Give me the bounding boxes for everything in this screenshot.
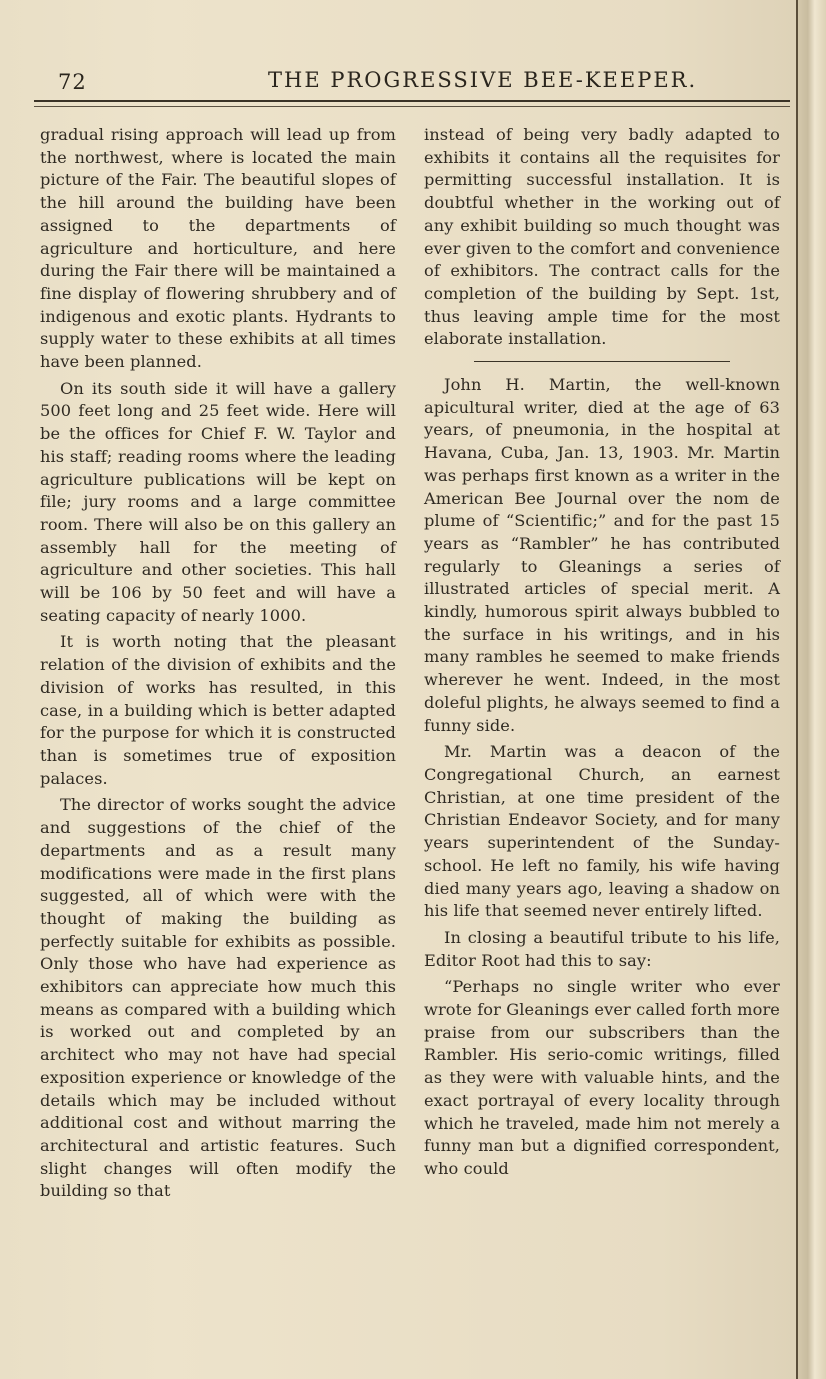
page-header (58, 68, 778, 98)
quote-paragraph: “Perhaps no single writer who ever wrote for Gleanings ever called forth more praise from our subscribers than the Rambler. His serio-comic writings, filled as they were with valuable hints, and the exact portrayal of every locality through which he traveled, made him not merely a funny man but a dignified correspondent, who could (424, 977, 780, 1178)
obituary-paragraph: John H. Martin, the well-known apicultural writer, died at the age of 63 years, of pneumonia, in the hospital at Havana, Cuba, Jan. 13, 1903. Mr. Martin was perhaps first known as a writer in the American Bee Journal over the nom de plume of “Scientific;” and for the past 15 years as “Rambler” he has contributed regularly to Gleanings a series of illustrated articles of special merit. A kindly, humorous spirit always bubbled to the surface in his writings, and in his many rambles he seemed to make friends wherever he went. Indeed, in the most doleful plights, he always seemed to find a funny side. (424, 375, 780, 735)
paragraph: instead of being very badly adapted to exhibits it contains all the requisites for permitting successful installation. It is doubtful whether in the working out of any exhibit building so much thought was ever given to the comfort and convenience of exhibitors. The contract calls for the completion of the building by Sept. 1st, thus leaving ample time for the most elaborate installation. (424, 125, 780, 349)
section-divider (474, 361, 730, 362)
paragraph: In closing a beautiful tribute to his life, Editor Root had this to say: (424, 927, 780, 970)
header-rule (34, 100, 790, 102)
paragraph: Mr. Martin was a deacon of the Congregational Church, an earnest Christian, at one time president of the Christian Endeavor Society, and for many years superintendent of the Sunday-school. He left no family, his wife having died many years ago, leaving a shadow on his life that seemed never entirely lifted. (424, 742, 780, 921)
running-title: THE PROGRESSIVE BEE-KEEPER. (268, 68, 698, 92)
paragraph: The director of works sought the advice and suggestions of the chief of the departments and as a result many modifications were made in the first plans suggested, all of which were with the thought of making the building as perfectly suitable for exhibits as possible. Only those who have had experience as exhibitors can appreciate how much this means as compared with a building which is worked out and completed by an architect who may not have had special exposition experience or knowledge of the details which may be included without additional cost and without marring the architectural and artistic features. Such slight changes will often modify the building so that (40, 795, 396, 1201)
header-rule-thin (34, 106, 790, 107)
paragraph: gradual rising approach will lead up from the northwest, where is located the main picture of the Fair. The beautiful slopes of the hill around the building have been assigned to the departments of agriculture and horticulture, and here during the Fair there will be maintained a fine display of flowering shrubbery and of indigenous and exotic plants. Hydrants to supply water to these exhibits at all times have been planned. (40, 125, 396, 372)
binding-edge (798, 0, 826, 1379)
paragraph: On its south side it will have a gallery 500 feet long and 25 feet wide. Here will be the offices for Chief F. W. Taylor and his staff; reading rooms where the leading agriculture publications will be kept on file; jury rooms and a large committee room. There will also be on this gallery an assembly hall for the meeting of agriculture and other societies. This hall will be 106 by 50 feet and will have a seating capacity of nearly 1000. (40, 378, 396, 625)
page-number: 72 (58, 70, 87, 94)
right-column (424, 124, 780, 1181)
left-column (40, 124, 396, 1203)
paragraph: It is worth noting that the pleasant relation of the division of exhibits and the division of works has resulted, in this case, in a building which is better adapted for the purpose for which it is constructed than is sometimes true of exposition palaces. (40, 632, 396, 788)
